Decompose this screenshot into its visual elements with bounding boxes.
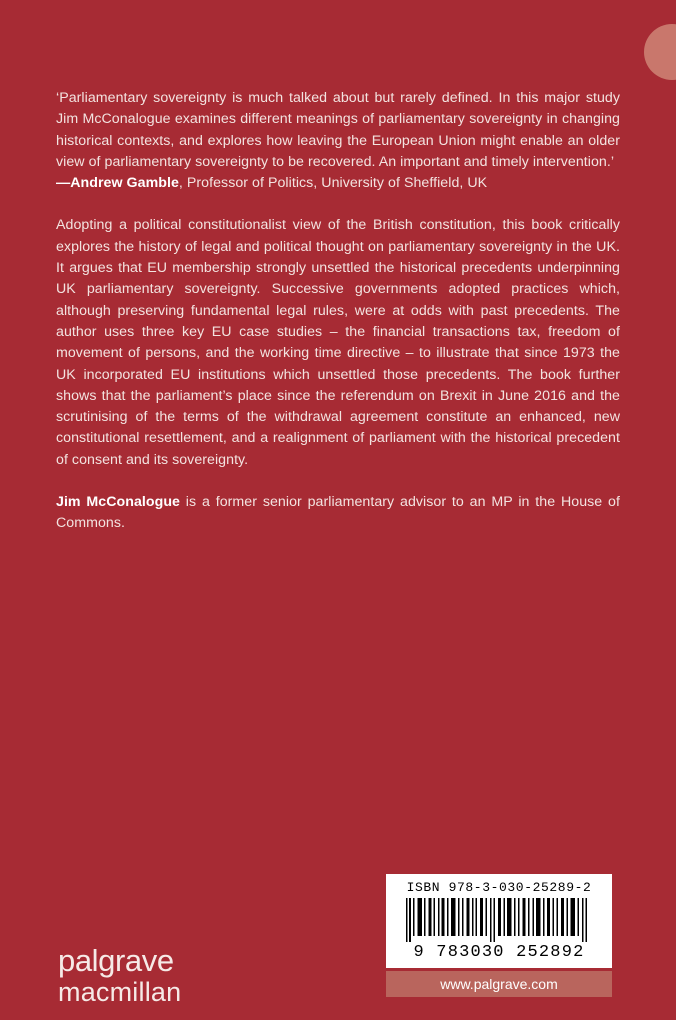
publisher-website-url: www.palgrave.com xyxy=(440,976,558,992)
barcode-digits: 9 783030 252892 xyxy=(413,943,585,962)
endorsement-quote: ‘Parliamentary sovereignty is much talked about but rarely defined. In this major study Jim McConalogue examines different meanings of parliamentary sovereignty in changing historical contexts, and explores how leaving the European Union might enable an older view of parliamentary sovereignty to be recovered. An important and timely intervention.’ xyxy=(56,90,620,170)
barcode-bars-icon xyxy=(404,898,594,942)
publisher-logo-palgrave: palgrave xyxy=(58,943,174,978)
endorsement-author-affiliation: , Professor of Politics, University of Sheffield, UK xyxy=(178,175,488,192)
publisher-logo xyxy=(58,945,181,1006)
publisher-logo-macmillan: macmillan xyxy=(58,977,182,1007)
author-biography xyxy=(56,492,620,535)
author-name: Jim McConalogue xyxy=(56,494,180,511)
decorative-circle xyxy=(644,24,676,80)
back-cover-text-block xyxy=(56,88,620,535)
author-bio-text: is a former senior parliamentary advisor to an MP in the House of Commons. xyxy=(56,494,620,532)
endorsement-author-name: —Andrew Gamble xyxy=(56,175,179,192)
barcode-card xyxy=(386,874,612,968)
isbn-label: ISBN 978-3-030-25289-2 xyxy=(406,880,592,895)
barcode-block xyxy=(386,874,612,997)
publisher-website-bar[interactable] xyxy=(386,971,612,997)
endorsement-attribution xyxy=(56,173,620,194)
book-description: Adopting a political constitutionalist view of the British constitution, this book critically explores the history of legal and political thought on parliamentary sovereignty in the UK. It argues that EU membership strongly unsettled the historical precedents underpinning UK parliamentary sovereignty. Successive governments adopted practices which, although preserving fundamental legal rules, were at odds with past precedents. The author uses three key EU case studies – the financial transactions tax, freedom of movement of persons, and the working time directive – to illustrate that since 1973 the UK incorporated EU institutions which unsettled those precedents. The book further shows that the parliament’s place since the referendum on Brexit in June 2016 and the scrutinising of the terms of the withdrawal agreement constitute an enhanced, new constitutional resettlement, and a realignment of parliament with the historical precedent of consent and its sovereignty. xyxy=(56,217,620,468)
